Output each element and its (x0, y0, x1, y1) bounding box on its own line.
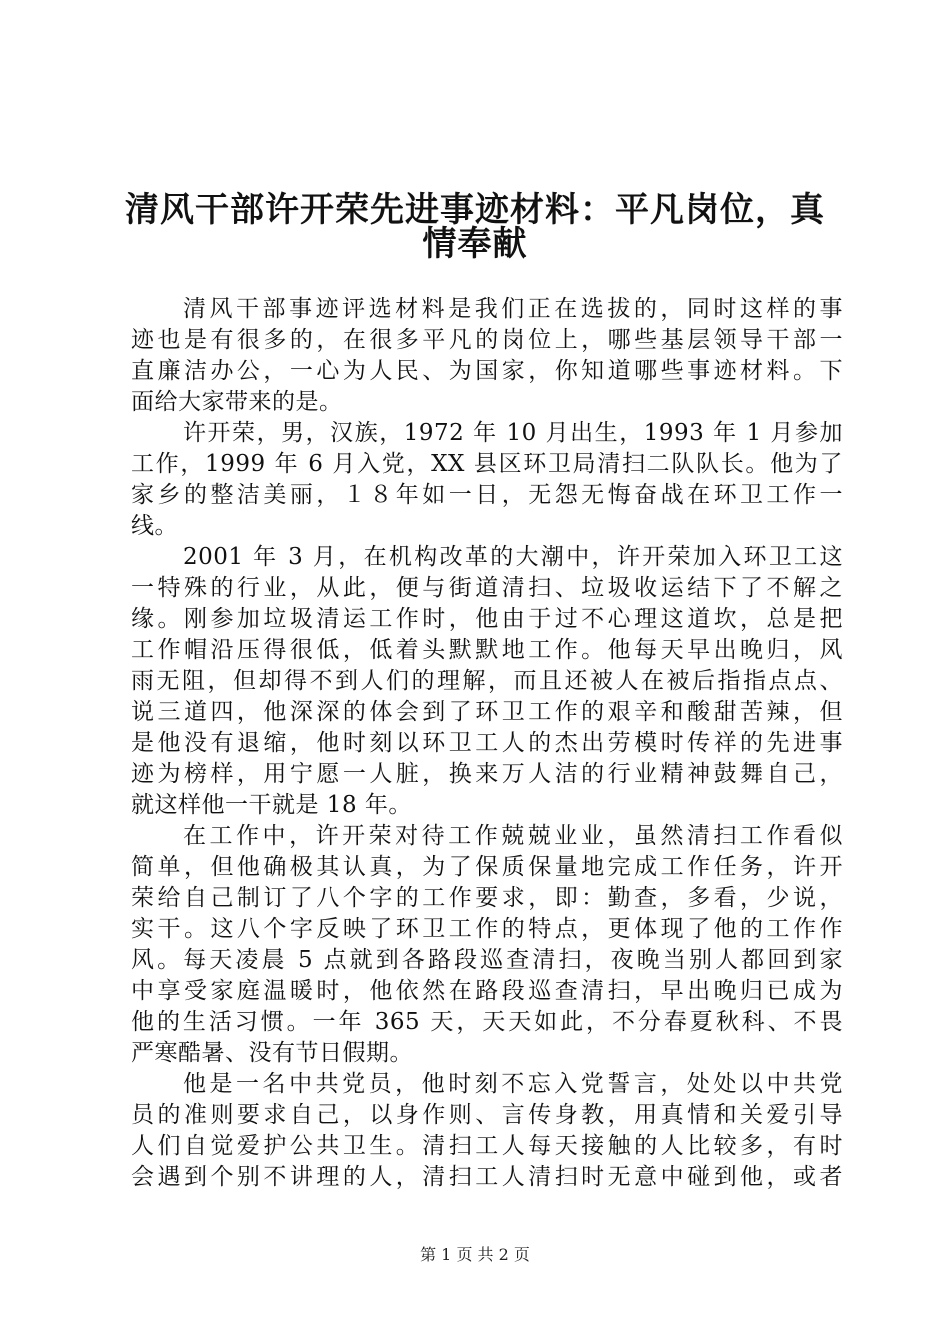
paragraph-3-line-7: 是他没有退缩，他时刻以环卫工人的杰出劳模时传祥的先进事 (131, 730, 843, 756)
paragraph-1-line-4: 面给大家带来的是。 (131, 389, 343, 415)
paragraph-3-line-4: 工作帽沿压得很低，低着头默默地工作。他每天早出晚归，风 (131, 637, 843, 663)
paragraph-2-line-1: 许开荣，男，汉族，1972 年 10 月出生，1993 年 1 月参加 (183, 420, 843, 446)
paragraph-1-line-2: 迹也是有很多的，在很多平凡的岗位上，哪些基层领导干部一 (131, 327, 843, 353)
paragraph-4-line-3: 荣给自己制订了八个字的工作要求，即：勤查，多看，少说， (131, 885, 843, 911)
paragraph-4-line-1: 在工作中，许开荣对待工作兢兢业业，虽然清扫工作看似 (183, 823, 843, 849)
paragraph-2-line-3: 家乡的整洁美丽，１８年如一日，无怨无悔奋战在环卫工作一 (131, 482, 843, 508)
paragraph-3-line-9: 就这样他一干就是 18 年。 (131, 792, 412, 818)
paragraph-4-line-8: 严寒酷暑、没有节日假期。 (131, 1040, 413, 1066)
paragraph-5-line-1: 他是一名中共党员，他时刻不忘入党誓言，处处以中共党 (183, 1071, 843, 1097)
paragraph-3-line-5: 雨无阻，但却得不到人们的理解，而且还被人在被后指指点点、 (131, 668, 843, 694)
document-title-line-2: 情奉献 (422, 224, 528, 264)
paragraph-3-line-3: 缘。刚参加垃圾清运工作时，他由于过不心理这道坎，总是把 (131, 606, 843, 632)
paragraph-3-line-1: 2001 年 3 月，在机构改革的大潮中，许开荣加入环卫工这 (183, 544, 843, 570)
paragraph-4-line-6: 中享受家庭温暖时，他依然在路段巡查清扫，早出晚归已成为 (131, 978, 843, 1004)
paragraph-5-line-3: 人们自觉爱护公共卫生。清扫工人每天接触的人比较多，有时 (131, 1133, 843, 1159)
paragraph-4-line-4: 实干。这八个字反映了环卫工作的特点，更体现了他的工作作 (131, 916, 843, 942)
paragraph-1-line-3: 直廉洁办公，一心为人民、为国家，你知道哪些事迹材料。下 (131, 358, 843, 384)
paragraph-5-line-2: 员的准则要求自己，以身作则、言传身教，用真情和关爱引导 (131, 1102, 843, 1128)
paragraph-2-line-2: 工作，1999 年 6 月入党，XX 县区环卫局清扫二队队长。他为了 (131, 451, 843, 477)
paragraph-3-line-6: 说三道四，他深深的体会到了环卫工作的艰辛和酸甜苦辣，但 (131, 699, 843, 725)
page-number-footer: 第 1 页 共 2 页 (420, 1245, 530, 1264)
paragraph-4-line-5: 风。每天凌晨 5 点就到各路段巡查清扫，夜晚当别人都回到家 (131, 947, 843, 973)
paragraph-4-line-2: 简单，但他确极其认真，为了保质保量地完成工作任务，许开 (131, 854, 843, 880)
paragraph-3-line-2: 一特殊的行业，从此，便与街道清扫、垃圾收运结下了不解之 (131, 575, 843, 601)
paragraph-1-line-1: 清风干部事迹评选材料是我们正在选拔的，同时这样的事 (183, 296, 843, 322)
paragraph-2-line-4: 线。 (131, 513, 178, 539)
document-body (131, 294, 843, 1193)
paragraph-4-line-7: 他的生活习惯。一年 365 天，天天如此，不分春夏秋科、不畏 (131, 1009, 843, 1035)
paragraph-5-line-4: 会遇到个别不讲理的人，清扫工人清扫时无意中碰到他，或者 (131, 1164, 843, 1190)
document-title-line-1: 清风干部许开荣先进事迹材料：平凡岗位，真 (125, 190, 825, 230)
paragraph-3-line-8: 迹为榜样，用宁愿一人脏，换来万人洁的行业精神鼓舞自己， (131, 761, 843, 787)
